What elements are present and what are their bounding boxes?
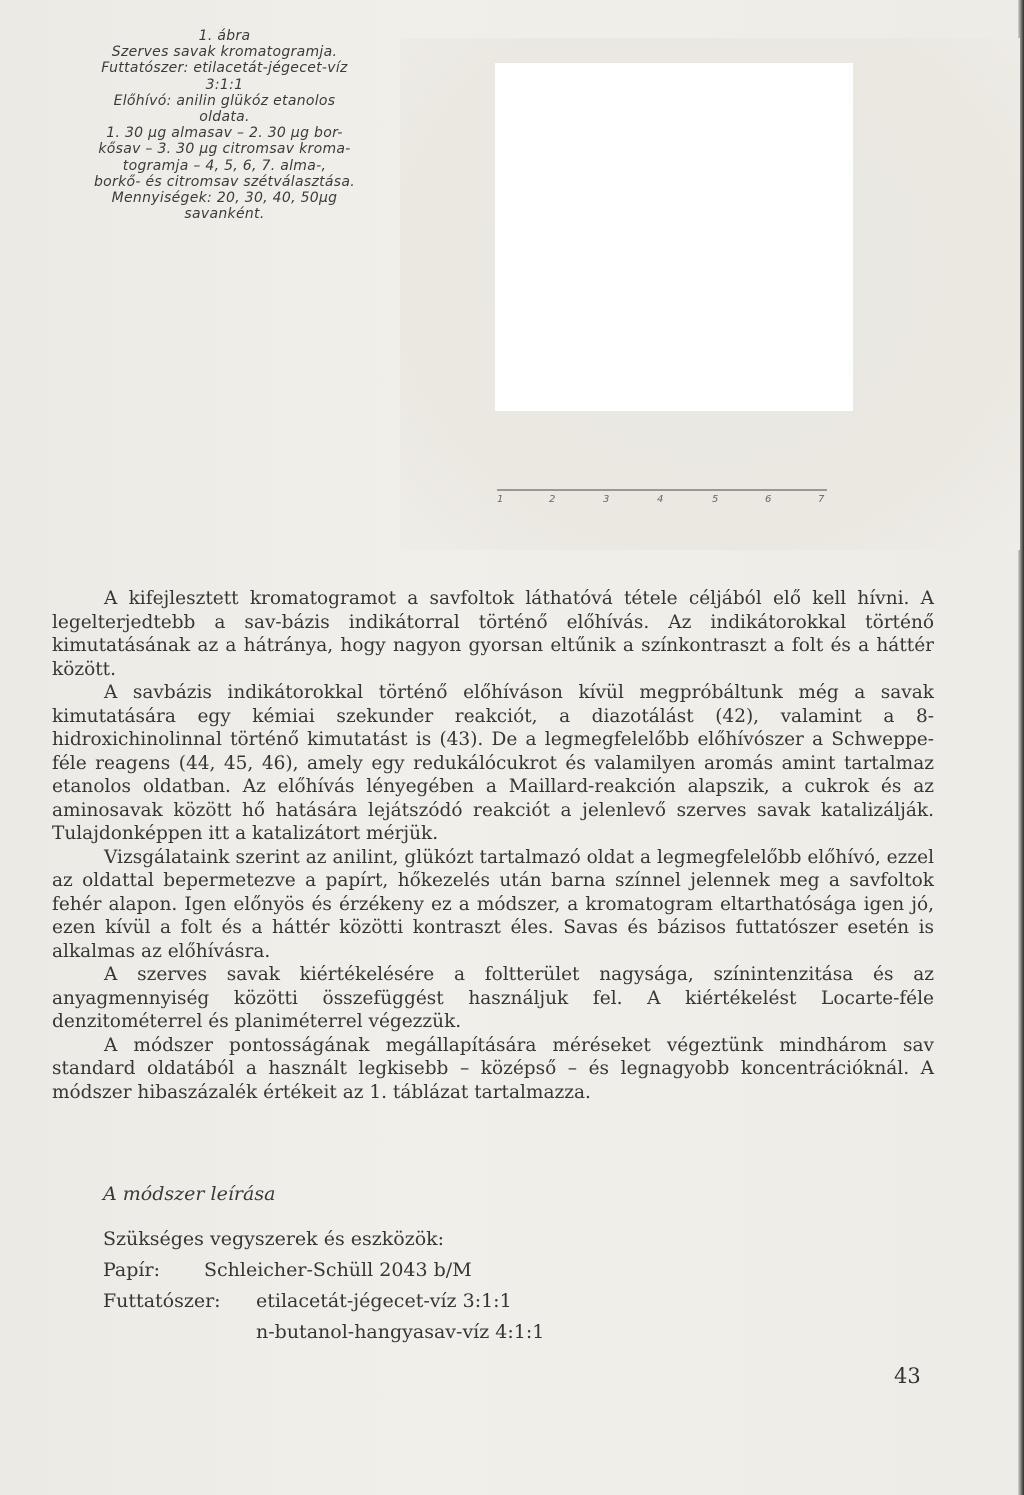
page-number: 43	[894, 1364, 921, 1388]
paper-value: Schleicher-Schüll 2043 b/M	[204, 1259, 472, 1281]
caption-title: 1. ábra	[198, 28, 251, 44]
paragraph: Vizsgálataink szerint az anilint, glükózt tartalmazó oldat a legmegfelelőbb előhívó, ezzel az oldattal bepermetezve a papírt, hőkezelés után barna színnel jelennek meg a savfoltok fehér alapon. Igen előnyös és érzékeny ez a módszer, a kromatogram eltarthatósága igen jó, ezen kívül a folt és a háttér közötti kontraszt éles. Savas és bázisos futtatószer esetén is alkalmas az előhívásra.	[52, 846, 934, 962]
figure-caption	[52, 28, 397, 222]
caption-line: Szerves savak kromatogramja.	[111, 44, 338, 61]
requirements-heading: Szükséges vegyszerek és eszközök:	[103, 1228, 445, 1250]
paper-label: Papír:	[103, 1259, 160, 1281]
paragraph: A módszer pontosságának megállapítására méréseket végeztünk mindhárom sav standard oldatából a használt legkisebb – középső – és legnagyobb koncentrációknál. A módszer hibaszázalék értékeit az 1. táblázat tartalmazza.	[52, 1034, 934, 1103]
solvent-label: Futtatószer:	[103, 1290, 221, 1312]
caption-line: Futtatószer: etilacetát-jégecet-víz	[101, 60, 348, 77]
paragraph: A kifejlesztett kromatogramot a savfoltok láthatóvá tétele céljából elő kell hívni. A legelterjedtebb a sav-bázis indikátorral történő előhívás. Az indikátorokkal történő kimutatásának az a hátránya, hogy nagyon gyorsan eltűnik a színkontraszt a folt és a háttér között.	[52, 588, 934, 680]
solvent-value: etilacetát-jégecet-víz 3:1:1	[256, 1290, 512, 1312]
caption-line: savanként.	[184, 206, 265, 223]
lane-label: 5	[712, 494, 719, 505]
paragraph: A szerves savak kiértékelésére a foltterület nagysága, színintenzitása és az anyagmennyiség közötti összefüggést használjuk fel. A kiértékelést Locarte-féle denzitométerrel és planiméterrel végezzük.	[52, 964, 934, 1032]
lane-label: 4	[657, 494, 664, 505]
caption-line: kősav – 3. 30 μg citromsav kroma-	[98, 141, 351, 158]
caption-line: borkő- és citromsav szétválasztása.	[94, 173, 355, 190]
solvent-row	[103, 1289, 512, 1313]
lane-label: 1	[497, 494, 504, 505]
caption-line: Mennyiségek: 20, 30, 40, 50μg	[111, 190, 338, 207]
caption-line: 3:1:1	[205, 76, 244, 93]
chromatogram-image	[495, 63, 853, 411]
body-text	[52, 587, 934, 1104]
lane-label: 6	[765, 494, 772, 505]
caption-line: 1. 30 μg almasav – 2. 30 μg bor-	[106, 125, 343, 142]
lane-label: 7	[818, 494, 825, 505]
start-line	[497, 489, 827, 491]
paragraph: A savbázis indikátorokkal történő előhíváson kívül megpróbáltunk még a savak kimutatására egy kémiai szekunder reakciót, a diazotálást (42), valamint a 8-hidroxichinolinnal történő kimutatást is (43). De a legmegfelelőbb előhívószer a Schweppe-féle reagens (44, 45, 46), amely egy redukálócukrot és valamilyen aromás amint tartalmaz etanolos oldatban. Az előhívás lényegében a Maillard-reakción alapszik, a cukrok és az aminosavak között hő hatására lejátszódó reakciót a jelenlevő szerves savak katalizálják. Tulajdonképpen itt a katalizátort mérjük.	[52, 682, 934, 844]
caption-line: oldata.	[199, 109, 250, 126]
lane-label: 3	[603, 494, 610, 505]
caption-line: Előhívó: anilin glükóz etanolos	[113, 92, 336, 109]
lane-label: 2	[549, 494, 556, 505]
section-heading: A módszer leírása	[103, 1183, 276, 1205]
caption-line: togramja – 4, 5, 6, 7. alma-,	[122, 157, 327, 174]
paper-row	[103, 1258, 472, 1282]
solvent-value-2: n-butanol-hangyasav-víz 4:1:1	[256, 1321, 545, 1343]
